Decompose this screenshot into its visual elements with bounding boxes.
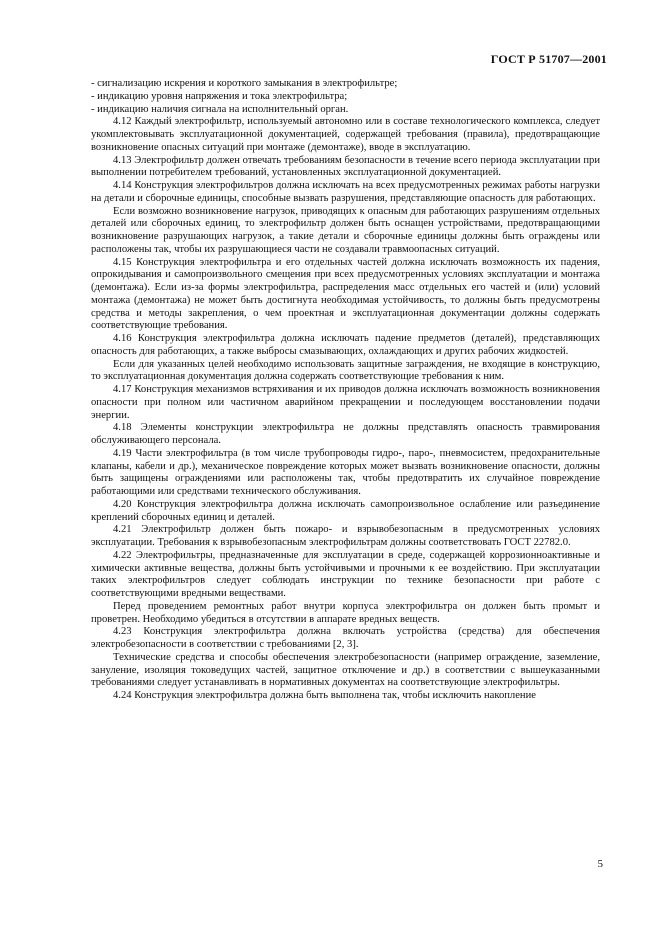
paragraph: 4.12 Каждый электрофильтр, используемый автономно или в составе технологического комплекса, следует укомплектовывать эксплуатационной документацией, содержащей требования (правила), предотвращающие возникновение опасных ситуаций при монтаже (демонтаже), вводе в эксплуатацию. <box>91 116 600 153</box>
paragraph: 4.20 Конструкция электрофильтра должна исключать самопроизвольное ослабление или разъединение креплений сборочных единиц и деталей. <box>91 498 600 523</box>
paragraph: 4.14 Конструкция электрофильтров должна исключать на всех предусмотренных режимах работы нагрузки на детали и сборочные единицы, способные вызвать разрушения, представляющие опасность для работающих. <box>91 180 600 204</box>
paragraph: Если для указанных целей необходимо использовать защитные заграждения, не входящие в конструкцию, то эксплуатационная документация должна содержать соответствующие требования к ним. <box>91 358 600 383</box>
paragraph: Технические средства и способы обеспечения электробезопасности (например ограждение, заземление, зануление, изоляция токоведущих частей, защитное отключение и др.) в соответствии с вышеуказанными требованиями следует устанавливать в нормативных документах на соответствующие электрофильтры. <box>91 651 600 689</box>
paragraph: 4.19 Части электрофильтра (в том числе трубопроводы гидро-, паро-, пневмосистем, предохранительные клапаны, кабели и др.), механическое повреждение которых может вызвать возникновение опасности, должны быть защищены ограждениями или расположены так, чтобы предотвратить их случайное повреждение работающими или средствами технического обслуживания. <box>91 447 600 497</box>
paragraph: Перед проведением ремонтных работ внутри корпуса электрофильтра он должен быть промыт и проветрен. Необходимо убедиться в отсутствии в аппарате вредных веществ. <box>91 600 600 625</box>
paragraph: 4.18 Элементы конструкции электрофильтра не должны представлять опасность травмирования обслуживающего персонала. <box>91 422 600 446</box>
list-item: - индикацию уровня напряжения и тока электрофильтра; <box>91 90 348 102</box>
paragraph: 4.16 Конструкция электрофильтра должна исключать падение предметов (деталей), представляющих опасность для работающих, а также выбросы смазывающих, охлаждающих и других рабочих жидкостей. <box>91 333 600 357</box>
paragraph: 4.24 Конструкция электрофильтра должна быть выполнена так, чтобы исключить накопление <box>113 690 536 701</box>
paragraph: 4.22 Электрофильтры, предназначенные для эксплуатации в среде, содержащей коррозионноактивные и химически активные вещества, должны быть устойчивыми и прочными к ее воздействию. При эксплуатации таких электрофильтров следует соблюдать инструкции по технике безопасности при работе с соответствующими вредными веществами. <box>91 549 600 599</box>
list-item: - индикацию наличия сигнала на исполнительный орган. <box>91 103 349 115</box>
paragraph: Если возможно возникновение нагрузок, приводящих к опасным для работающих разрушениям отдельных деталей или сборочных единиц, то электрофильтр должен быть оснащен устройствами, предотвращающими возникновение разрушающих нагрузок, а такие детали и сборочные единицы должны быть ограждены или расположены так, чтобы их разрушающиеся части не создавали травмоопасных ситуаций. <box>91 205 600 255</box>
paragraph: 4.13 Электрофильтр должен отвечать требованиям безопасности в течение всего периода эксплуатации при выполнении потребителем требований, установленных эксплуатационной документацией. <box>91 154 600 179</box>
standard-header: ГОСТ Р 51707—2001 <box>490 52 607 66</box>
paragraph: 4.15 Конструкция электрофильтра и его отдельных частей должна исключать возможность их падения, опрокидывания и самопроизвольного смещения при всех предусмотренных условиях эксплуатации и монтажа (демонтажа). Если из-за формы электрофильтра, распределения масс отдельных его частей и (или) условий монтажа (демонтажа) не может быть достигнута необходимая устойчивость, то должны быть предусмотрены средства и методы закрепления, о чем проектная и эксплуатационная документации должны содержать соответствующие требования. <box>91 256 600 332</box>
page-number: 5 <box>597 858 603 870</box>
body-text <box>91 78 600 703</box>
list-item: - сигнализацию искрения и короткого замыкания в электрофильтре; <box>91 78 398 89</box>
paragraph: 4.21 Электрофильтр должен быть пожаро- и взрывобезопасным в предусмотренных условиях эксплуатации. Требования к взрывобезопасным электрофильтрам должны соответствовать ГОСТ 22782.0. <box>91 524 600 548</box>
paragraph: 4.17 Конструкция механизмов встряхивания и их приводов должна исключать возможность возникновения опасности при полном или частичном аварийном прекращении и последующем восстановлении подачи энергии. <box>91 384 600 421</box>
paragraph: 4.23 Конструкция электрофильтра должна включать устройства (средства) для обеспечения электробезопасности в соответствии с требованиями [2, 3]. <box>91 626 600 650</box>
